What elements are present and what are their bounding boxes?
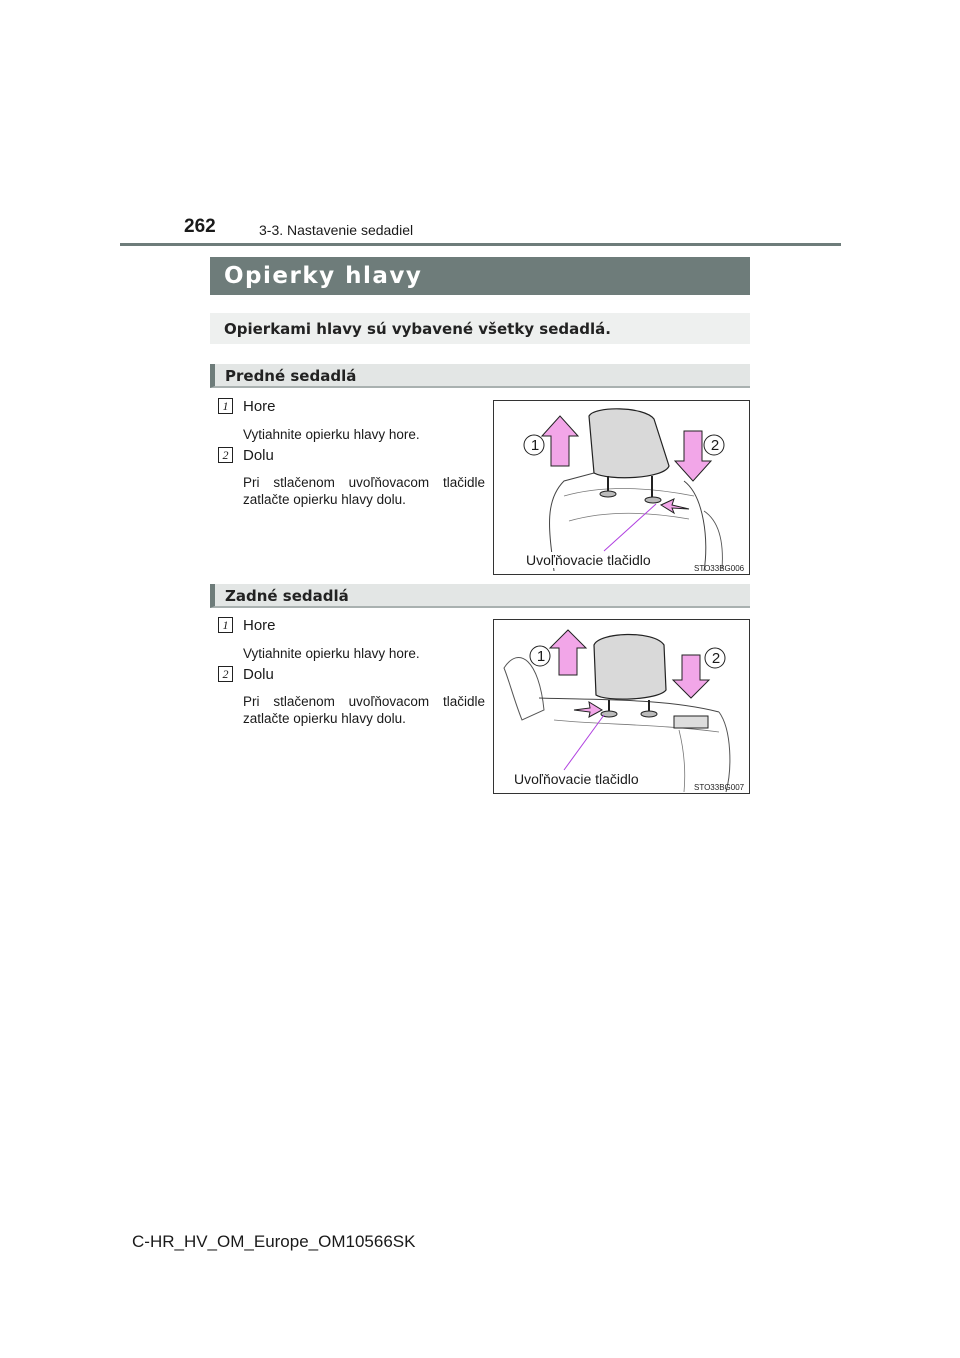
front-step-1-number: 1: [218, 398, 233, 414]
rear-step-1-title: Hore: [243, 617, 276, 634]
press-arrow-icon: [661, 499, 689, 513]
rear-step-2-desc: Pri stlačenom uvoľňovacom tlačidle zatlačte opierku hlavy dolu.: [243, 694, 485, 726]
rear-step-1-desc: Vytiahnite opierku hlavy hore.: [243, 646, 420, 661]
down-arrow-icon: [675, 431, 711, 481]
front-figure-code: STO33BG006: [694, 564, 745, 573]
press-arrow-icon: [574, 702, 602, 717]
intro-box: [210, 313, 750, 344]
page-title-bar: [210, 257, 750, 295]
front-step-2-title: Dolu: [243, 447, 274, 464]
rear-figure-code: STO33BG007: [694, 783, 745, 792]
rear-release-button-label: Uvoľňovacie tlačidlo: [514, 771, 639, 787]
rear-seats-heading-label: Zadné sedadlá: [225, 587, 349, 605]
down-arrow-icon: [673, 655, 709, 698]
rear-callout-1: 1: [536, 648, 546, 665]
rear-step-2-title: Dolu: [243, 666, 274, 683]
front-callout-2: 2: [710, 437, 720, 454]
rear-step-2-number: 2: [218, 666, 233, 682]
document-footer: C-HR_HV_OM_Europe_OM10566SK: [132, 1232, 416, 1251]
rear-headrest-illustration: [494, 620, 749, 793]
rear-seats-heading: [210, 584, 750, 608]
front-release-button-label: Uvoľňovacie tlačidlo: [526, 552, 651, 568]
page-number: 262: [184, 216, 216, 237]
front-step-1-title: Hore: [243, 398, 276, 415]
rear-step-1-number: 1: [218, 617, 233, 633]
section-heading: 3-3. Nastavenie sedadiel: [259, 222, 414, 238]
header-rule: [120, 243, 841, 246]
rear-callout-2: 2: [711, 650, 721, 667]
front-callout-1: 1: [530, 437, 540, 454]
page-title: Opierky hlavy: [224, 263, 423, 289]
intro-text: Opierkami hlavy sú vybavené všetky sedadlá.: [224, 320, 611, 338]
front-headrest-figure: [493, 400, 750, 575]
front-headrest-illustration: [494, 401, 749, 574]
rear-headrest-figure: [493, 619, 750, 794]
front-seats-heading-label: Predné sedadlá: [225, 367, 357, 385]
up-arrow-icon: [542, 416, 578, 466]
front-step-2-number: 2: [218, 447, 233, 463]
front-seats-heading: [210, 364, 750, 388]
up-arrow-icon: [550, 630, 586, 675]
front-step-1-desc: Vytiahnite opierku hlavy hore.: [243, 427, 420, 442]
front-step-2-desc: Pri stlačenom uvoľňovacom tlačidle zatlačte opierku hlavy dolu.: [243, 475, 485, 507]
